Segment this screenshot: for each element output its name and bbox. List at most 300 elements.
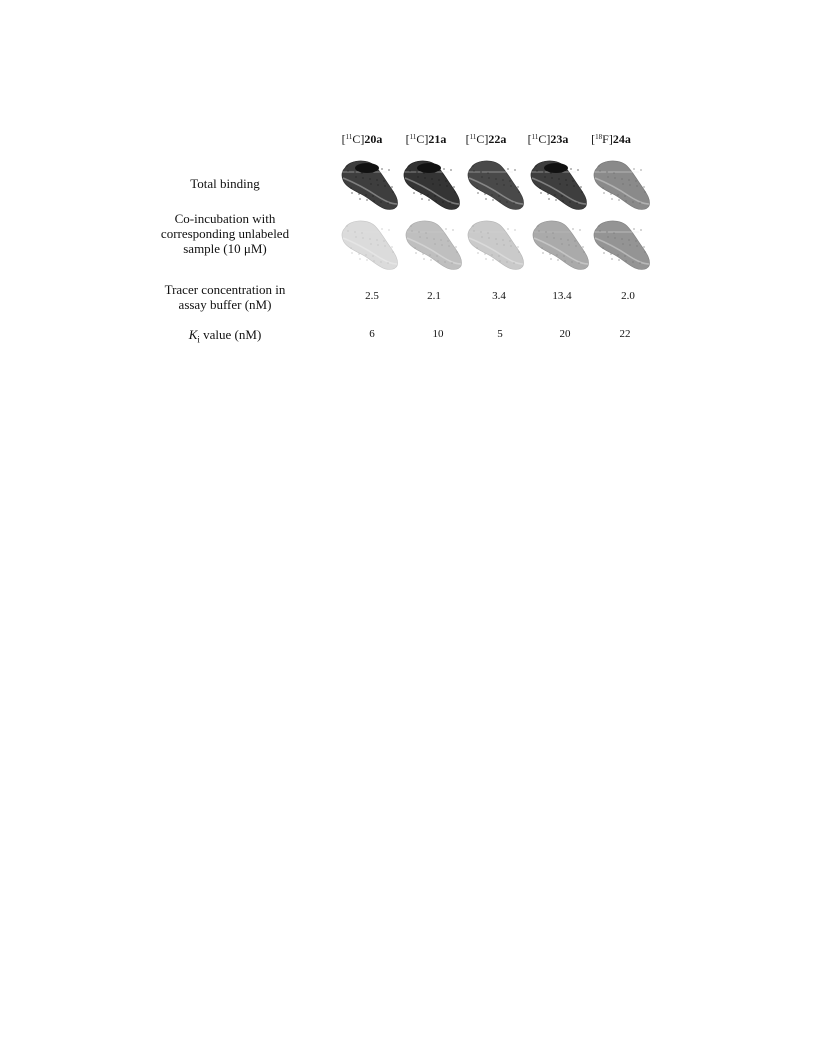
brain-slice-speckle xyxy=(445,228,447,230)
brain-slice-speckle xyxy=(580,186,582,188)
tracer-concentration-value: 3.4 xyxy=(492,290,506,302)
brain-slice-speckle xyxy=(388,229,390,231)
brain-slice-speckle xyxy=(351,252,353,254)
brain-slice-speckle xyxy=(578,262,580,264)
brain-slice-speckle xyxy=(346,165,348,167)
brain-slice-total-binding xyxy=(465,158,529,214)
brain-slice-speckle xyxy=(560,238,562,240)
brain-slice-hotspot xyxy=(417,163,441,173)
brain-slice-speckle xyxy=(376,239,378,241)
brain-slice-speckle xyxy=(426,237,428,239)
brain-slice-speckle xyxy=(365,194,367,196)
brain-slice-speckle xyxy=(484,193,486,195)
brain-slice-speckle xyxy=(429,254,431,256)
brain-slice-speckle xyxy=(625,200,627,202)
brain-slice-speckle xyxy=(477,192,479,194)
row-label-ki-value: $K_i$ value (nM) xyxy=(188,327,262,345)
brain-slice-speckle xyxy=(561,195,563,197)
brain-slice-speckle xyxy=(643,186,645,188)
brain-slice-speckle xyxy=(576,202,578,204)
brain-slice-speckle xyxy=(488,237,490,239)
brain-slice-speckle xyxy=(564,260,566,262)
brain-slice-speckle xyxy=(603,192,605,194)
brain-slice-speckle xyxy=(391,186,393,188)
brain-slice-speckle xyxy=(614,177,616,179)
brain-slice-speckle xyxy=(639,262,641,264)
brain-slice-speckle xyxy=(557,259,559,261)
brain-slice-speckle xyxy=(509,240,511,242)
brain-slice-speckle xyxy=(370,183,372,185)
brain-slice-speckle xyxy=(496,183,498,185)
brain-slice-speckle xyxy=(383,240,385,242)
brain-slice-speckle xyxy=(622,243,624,245)
brain-slice-speckle xyxy=(359,198,361,200)
brain-slice-speckle xyxy=(540,192,542,194)
brain-slice-speckle xyxy=(644,251,646,253)
brain-slice-speckle xyxy=(517,186,519,188)
brain-slice-speckle xyxy=(510,185,512,187)
brain-slice-speckle xyxy=(380,261,382,263)
brain-slice-speckle xyxy=(599,170,601,172)
brain-slice-svg xyxy=(401,158,465,214)
brain-slice-speckle xyxy=(644,191,646,193)
brain-slice-speckle xyxy=(428,199,430,201)
brain-slice-speckle xyxy=(354,231,356,233)
brain-slice-svg xyxy=(465,218,529,274)
brain-slice-speckle xyxy=(510,245,512,247)
brain-slice-speckle xyxy=(542,252,544,254)
brain-slice-speckle xyxy=(445,180,447,182)
brain-slice-speckle xyxy=(476,187,478,189)
brain-slice-speckle xyxy=(636,245,638,247)
brain-slice-speckle xyxy=(629,184,631,186)
tracer-concentration-value: 2.0 xyxy=(621,290,635,302)
brain-slice-speckle xyxy=(548,198,550,200)
brain-slice-speckle xyxy=(545,231,547,233)
brain-slice-speckle xyxy=(414,247,416,249)
brain-slice-speckle xyxy=(484,253,486,255)
brain-slice-speckle xyxy=(381,168,383,170)
brain-slice-speckle xyxy=(550,258,552,260)
brain-slice-speckle xyxy=(441,244,443,246)
brain-slice-speckle xyxy=(577,169,579,171)
brain-slice-speckle xyxy=(408,165,410,167)
brain-slice-speckle xyxy=(358,193,360,195)
brain-slice-speckle xyxy=(473,170,475,172)
brain-slice-speckle xyxy=(430,259,432,261)
brain-slice-speckle xyxy=(446,185,448,187)
brain-slice-speckle xyxy=(411,230,413,232)
brain-slice-speckle xyxy=(632,201,634,203)
brain-slice-speckle xyxy=(514,169,516,171)
brain-slice-speckle xyxy=(611,198,613,200)
brain-slice-speckle xyxy=(509,180,511,182)
brain-slice-speckle xyxy=(563,255,565,257)
brain-slice-speckle xyxy=(409,170,411,172)
brain-slice-speckle xyxy=(518,191,520,193)
brain-slice-hotspot xyxy=(544,163,568,173)
brain-slice-speckle xyxy=(359,258,361,260)
brain-slice-speckle xyxy=(503,184,505,186)
brain-slice-speckle xyxy=(556,254,558,256)
brain-slice-speckle xyxy=(369,178,371,180)
brain-slice-speckle xyxy=(502,239,504,241)
brain-slice-speckle xyxy=(636,185,638,187)
brain-slice-speckle xyxy=(362,237,364,239)
brain-slice-speckle xyxy=(539,187,541,189)
brain-slice-speckle xyxy=(598,165,600,167)
tracer-concentration-value: 2.5 xyxy=(365,290,379,302)
brain-slice-speckle xyxy=(413,192,415,194)
brain-slice-speckle xyxy=(572,228,574,230)
brain-slice-speckle xyxy=(435,200,437,202)
brain-slice-speckle xyxy=(453,186,455,188)
brain-slice-total-binding xyxy=(528,158,592,214)
brain-slice-speckle xyxy=(456,251,458,253)
brain-slice-speckle xyxy=(513,262,515,264)
brain-slice-speckle xyxy=(450,169,452,171)
brain-slice-speckle xyxy=(355,236,357,238)
brain-slice-speckle xyxy=(423,172,425,174)
brain-slice-speckle xyxy=(410,225,412,227)
brain-slice-speckle xyxy=(491,254,493,256)
brain-slice-speckle xyxy=(613,232,615,234)
brain-slice-speckle xyxy=(640,169,642,171)
brain-slice-speckle xyxy=(572,180,574,182)
brain-slice-speckle xyxy=(412,187,414,189)
brain-slice-speckle xyxy=(607,236,609,238)
brain-slice-speckle xyxy=(618,259,620,261)
brain-slice-speckle xyxy=(582,246,584,248)
brain-slice-speckle xyxy=(381,228,383,230)
brain-slice-speckle xyxy=(491,194,493,196)
brain-slice-speckle xyxy=(392,191,394,193)
brain-slice-speckle xyxy=(562,200,564,202)
brain-slice-speckle xyxy=(554,194,556,196)
brain-slice-speckle xyxy=(434,243,436,245)
tracer-concentration-value: 2.1 xyxy=(427,290,441,302)
brain-slice-speckle xyxy=(621,238,623,240)
brain-slice-speckle xyxy=(476,247,478,249)
brain-slice-speckle xyxy=(553,237,555,239)
brain-slice-total-binding xyxy=(591,158,655,214)
brain-slice-speckle xyxy=(566,184,568,186)
brain-slice-speckle xyxy=(538,230,540,232)
brain-slice-speckle xyxy=(377,244,379,246)
column-header: [$^{11}$C]23a xyxy=(527,132,569,146)
brain-slice-speckle xyxy=(424,177,426,179)
brain-slice-speckle xyxy=(384,245,386,247)
brain-slice-speckle xyxy=(433,238,435,240)
brain-slice-speckle xyxy=(383,180,385,182)
brain-slice-coincubation xyxy=(403,218,467,274)
brain-slice-speckle xyxy=(506,261,508,263)
brain-slice-speckle xyxy=(603,252,605,254)
brain-slice-speckle xyxy=(380,201,382,203)
brain-slice-speckle xyxy=(643,246,645,248)
brain-slice-svg xyxy=(591,218,655,274)
brain-slice-speckle xyxy=(502,179,504,181)
brain-slice-speckle xyxy=(571,261,573,263)
brain-slice-svg xyxy=(403,218,467,274)
brain-slice-speckle xyxy=(621,178,623,180)
column-header: [$^{11}$C]21a xyxy=(405,132,447,146)
brain-slice-speckle xyxy=(488,177,490,179)
brain-slice-speckle xyxy=(350,247,352,249)
brain-slice-speckle xyxy=(415,252,417,254)
brain-slice-speckle xyxy=(606,171,608,173)
brain-slice-speckle xyxy=(568,244,570,246)
brain-slice-speckle xyxy=(422,253,424,255)
brain-slice-hotspot xyxy=(355,163,379,173)
brain-slice-svg xyxy=(465,158,529,214)
brain-slice-speckle xyxy=(507,168,509,170)
brain-slice-speckle xyxy=(498,195,500,197)
brain-slice-speckle xyxy=(518,251,520,253)
brain-slice-speckle xyxy=(487,172,489,174)
brain-slice-speckle xyxy=(373,260,375,262)
brain-slice-speckle xyxy=(487,232,489,234)
brain-slice-speckle xyxy=(485,258,487,260)
autoradiography-figure xyxy=(0,0,816,400)
brain-slice-speckle xyxy=(639,202,641,204)
column-header: [$^{11}$C]20a xyxy=(341,132,383,146)
brain-slice-speckle xyxy=(423,258,425,260)
brain-slice-speckle xyxy=(499,260,501,262)
brain-slice-speckle xyxy=(632,261,634,263)
brain-slice-speckle xyxy=(351,192,353,194)
ki-value: 5 xyxy=(497,328,503,340)
brain-slice-speckle xyxy=(628,239,630,241)
brain-slice-speckle xyxy=(624,195,626,197)
brain-slice-speckle xyxy=(452,229,454,231)
brain-slice-speckle xyxy=(551,177,553,179)
brain-slice-speckle xyxy=(365,254,367,256)
brain-slice-speckle xyxy=(373,200,375,202)
brain-slice-speckle xyxy=(498,255,500,257)
brain-slice-speckle xyxy=(376,179,378,181)
brain-slice-speckle xyxy=(355,176,357,178)
brain-slice-speckle xyxy=(480,171,482,173)
ki-value: 20 xyxy=(559,328,571,340)
brain-slice-speckle xyxy=(391,246,393,248)
brain-slice-speckle xyxy=(448,245,450,247)
brain-slice-svg xyxy=(528,158,592,214)
brain-slice-total-binding xyxy=(401,158,465,214)
brain-slice-speckle xyxy=(370,243,372,245)
brain-slice-speckle xyxy=(517,246,519,248)
brain-slice-speckle xyxy=(550,172,552,174)
brain-slice-coincubation xyxy=(465,218,529,274)
brain-slice-speckle xyxy=(624,255,626,257)
brain-slice-speckle xyxy=(361,232,363,234)
brain-slice-speckle xyxy=(454,191,456,193)
brain-slice-speckle xyxy=(387,262,389,264)
brain-slice-speckle xyxy=(388,169,390,171)
column-header: [$^{11}$C]22a xyxy=(465,132,507,146)
brain-slice-speckle xyxy=(606,231,608,233)
brain-slice-speckle xyxy=(581,191,583,193)
brain-slice-speckle xyxy=(552,232,554,234)
brain-slice-speckle xyxy=(427,194,429,196)
brain-slice-speckle xyxy=(574,240,576,242)
brain-slice-coincubation xyxy=(339,218,403,274)
brain-slice-speckle xyxy=(555,199,557,201)
brain-slice-speckle xyxy=(416,171,418,173)
brain-slice-speckle xyxy=(565,179,567,181)
row-label-tracer-concentration: Tracer concentration in assay buffer (nM) xyxy=(164,282,286,312)
brain-slice-speckle xyxy=(507,228,509,230)
brain-slice-speckle xyxy=(417,176,419,178)
brain-slice-speckle xyxy=(369,238,371,240)
brain-slice-speckle xyxy=(618,199,620,201)
brain-slice-speckle xyxy=(628,179,630,181)
brain-slice-speckle xyxy=(561,243,563,245)
brain-slice-speckle xyxy=(544,176,546,178)
brain-slice-speckle xyxy=(496,243,498,245)
brain-slice-speckle xyxy=(602,247,604,249)
brain-slice-speckle xyxy=(546,236,548,238)
brain-slice-coincubation xyxy=(591,218,655,274)
brain-slice-speckle xyxy=(420,193,422,195)
brain-slice-speckle xyxy=(425,232,427,234)
brain-slice-speckle xyxy=(567,239,569,241)
brain-slice-speckle xyxy=(569,201,571,203)
brain-slice-speckle xyxy=(499,200,501,202)
brain-slice-speckle xyxy=(442,201,444,203)
brain-slice-total-binding xyxy=(339,158,403,214)
brain-slice-speckle xyxy=(541,247,543,249)
brain-slice-speckle xyxy=(635,180,637,182)
brain-slice-coincubation xyxy=(530,218,594,274)
brain-slice-speckle xyxy=(443,168,445,170)
brain-slice-speckle xyxy=(481,176,483,178)
brain-slice-speckle xyxy=(346,225,348,227)
brain-slice-speckle xyxy=(438,179,440,181)
brain-slice-speckle xyxy=(472,225,474,227)
brain-slice-speckle xyxy=(495,178,497,180)
brain-slice-speckle xyxy=(506,201,508,203)
brain-slice-speckle xyxy=(635,240,637,242)
brain-slice-speckle xyxy=(419,236,421,238)
brain-slice-speckle xyxy=(629,244,631,246)
brain-slice-speckle xyxy=(495,238,497,240)
brain-slice-speckle xyxy=(480,231,482,233)
brain-slice-speckle xyxy=(358,253,360,255)
brain-slice-speckle xyxy=(535,165,537,167)
brain-slice-speckle xyxy=(633,228,635,230)
brain-slice-speckle xyxy=(436,255,438,257)
ki-value: 10 xyxy=(432,328,444,340)
brain-slice-speckle xyxy=(625,260,627,262)
brain-slice-speckle xyxy=(431,178,433,180)
brain-slice-speckle xyxy=(347,230,349,232)
brain-slice-speckle xyxy=(611,258,613,260)
brain-slice-speckle xyxy=(366,199,368,201)
brain-slice-speckle xyxy=(362,177,364,179)
brain-slice-speckle xyxy=(432,183,434,185)
brain-slice-speckle xyxy=(366,259,368,261)
brain-slice-speckle xyxy=(513,202,515,204)
brain-slice-speckle xyxy=(503,244,505,246)
brain-slice-speckle xyxy=(610,193,612,195)
brain-slice-speckle xyxy=(598,225,600,227)
brain-slice-speckle xyxy=(536,170,538,172)
brain-slice-speckle xyxy=(392,251,394,253)
brain-slice-speckle xyxy=(372,255,374,257)
brain-slice-speckle xyxy=(449,202,451,204)
brain-slice-speckle xyxy=(614,237,616,239)
brain-slice-svg xyxy=(530,218,594,274)
brain-slice-speckle xyxy=(439,184,441,186)
brain-slice-speckle xyxy=(418,231,420,233)
brain-slice-speckle xyxy=(617,254,619,256)
ki-value: 6 xyxy=(369,328,375,340)
brain-slice-speckle xyxy=(485,198,487,200)
brain-slice-speckle xyxy=(350,187,352,189)
brain-slice-speckle xyxy=(377,184,379,186)
brain-slice-speckle xyxy=(481,236,483,238)
brain-slice-speckle xyxy=(372,195,374,197)
brain-slice-speckle xyxy=(440,239,442,241)
brain-slice-speckle xyxy=(549,253,551,255)
column-header: [$^{18}$F]24a xyxy=(591,132,631,146)
brain-slice-speckle xyxy=(451,262,453,264)
brain-slice-speckle xyxy=(607,176,609,178)
brain-slice-speckle xyxy=(434,195,436,197)
brain-slice-speckle xyxy=(477,252,479,254)
brain-slice-speckle xyxy=(514,229,516,231)
row-label-total-binding: Total binding xyxy=(190,176,260,191)
brain-slice-speckle xyxy=(492,259,494,261)
row-label-coincubation: Co-incubation with corresponding unlabeled sample (10 μM) xyxy=(160,211,290,256)
brain-slice-speckle xyxy=(547,193,549,195)
brain-slice-speckle xyxy=(437,260,439,262)
tracer-concentration-value: 13.4 xyxy=(552,290,572,302)
brain-slice-speckle xyxy=(599,230,601,232)
brain-slice-speckle xyxy=(447,240,449,242)
brain-slice-speckle xyxy=(622,183,624,185)
brain-slice-speckle xyxy=(602,187,604,189)
brain-slice-svg xyxy=(339,218,403,274)
brain-slice-speckle xyxy=(558,178,560,180)
brain-slice-speckle xyxy=(472,165,474,167)
brain-slice-speckle xyxy=(543,171,545,173)
ki-value: 22 xyxy=(619,328,631,340)
brain-slice-svg xyxy=(339,158,403,214)
brain-slice-speckle xyxy=(361,172,363,174)
brain-slice-speckle xyxy=(473,230,475,232)
brain-slice-speckle xyxy=(559,183,561,185)
brain-slice-speckle xyxy=(573,185,575,187)
brain-slice-speckle xyxy=(455,246,457,248)
brain-slice-speckle xyxy=(613,172,615,174)
brain-slice-speckle xyxy=(633,168,635,170)
brain-slice-speckle xyxy=(387,202,389,204)
brain-slice-speckle xyxy=(640,229,642,231)
brain-slice-speckle xyxy=(583,251,585,253)
brain-slice-speckle xyxy=(575,245,577,247)
brain-slice-speckle xyxy=(537,225,539,227)
brain-slice-speckle xyxy=(617,194,619,196)
brain-slice-svg xyxy=(591,158,655,214)
brain-slice-speckle xyxy=(444,261,446,263)
brain-slice-speckle xyxy=(421,198,423,200)
brain-slice-speckle xyxy=(492,199,494,201)
brain-slice-speckle xyxy=(610,253,612,255)
brain-slice-speckle xyxy=(384,185,386,187)
brain-slice-speckle xyxy=(354,171,356,173)
